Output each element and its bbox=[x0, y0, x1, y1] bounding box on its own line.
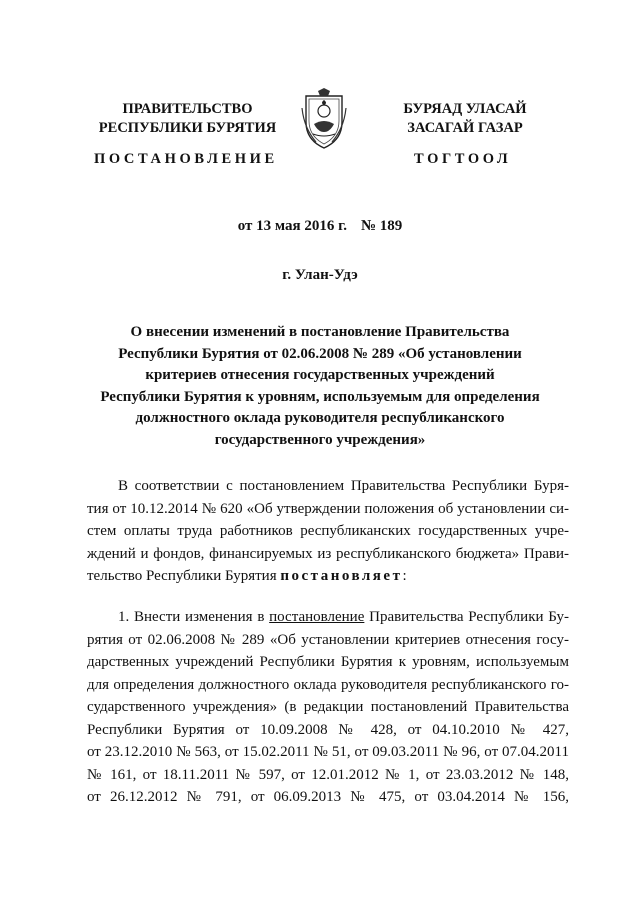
title-line: государственного учреждения» bbox=[214, 431, 426, 448]
body-text: тельство Республики Бурятия bbox=[87, 568, 281, 584]
title-line: О внесении изменений в постановление Правительства bbox=[130, 324, 510, 340]
body-line: от 26.12.2012 № 791, от 06.09.2013 № 475, от 03.04.2014 № 156, bbox=[87, 789, 569, 805]
header-right-block bbox=[380, 100, 550, 138]
header-left-block bbox=[95, 100, 280, 138]
body-text: 1. Внести изменения в bbox=[118, 609, 270, 625]
body-line: № 161, от 18.11.2011 № 597, от 12.01.2012 № 1, от 23.03.2012 № 148, bbox=[87, 766, 569, 783]
header-right-line1: БУРЯАД УЛАСАЙ bbox=[403, 101, 527, 117]
body-line: ждений и фондов, финансируемых из республиканского бюджета» Прави- bbox=[87, 545, 569, 562]
paragraph-item-1 bbox=[87, 606, 569, 809]
resolution-link[interactable]: постановление bbox=[269, 609, 365, 625]
body-line: сударственного учреждения» (в редакции постановлений Правительства bbox=[87, 699, 569, 715]
paragraph-preamble bbox=[87, 475, 569, 588]
header-right-line2: ЗАСАГАЙ ГАЗАР bbox=[407, 120, 523, 136]
document-number: № 189 bbox=[360, 218, 403, 234]
title-line: критериев отнесения государственных учреждений bbox=[145, 367, 495, 383]
title-line: Республики Бурятия к уровням, используемым для определения bbox=[100, 388, 540, 405]
title-line: Республики Бурятия от 02.06.2008 № 289 «Об установлении bbox=[118, 345, 522, 362]
body-line: для определения должностного оклада руководителя республиканского го- bbox=[87, 676, 569, 693]
header-left-line1: ПРАВИТЕЛЬСТВО bbox=[122, 101, 253, 117]
header-left-line2: РЕСПУБЛИКИ БУРЯТИЯ bbox=[98, 120, 277, 136]
document-date: от 13 мая 2016 г. bbox=[237, 218, 347, 234]
body-line bbox=[87, 606, 569, 629]
body-line bbox=[87, 565, 569, 588]
city-name: г. Улан-Удэ bbox=[282, 267, 358, 283]
body-line: стем оплаты труда работников республиканских государственных учре- bbox=[87, 523, 569, 539]
body-line: дарственных учреждений Республики Бурятия к уровням, используемым bbox=[87, 654, 569, 670]
doctype-right: ТОГТООЛ bbox=[414, 151, 512, 167]
body-line: от 23.12.2010 № 563, от 15.02.2011 № 51, от 09.03.2011 № 96, от 07.04.2011 bbox=[87, 744, 569, 760]
body-line: рятия от 02.06.2008 № 289 «Об установлении критериев отнесения госу- bbox=[87, 631, 569, 648]
body-line: тия от 10.12.2014 № 620 «Об утверждении положения об установлении си- bbox=[87, 500, 569, 517]
doctype-left: ПОСТАНОВЛЕНИЕ bbox=[94, 151, 278, 167]
body-line: Республики Бурятия от 10.09.2008 № 428, от 04.10.2010 № 427, bbox=[87, 721, 569, 738]
body-text: : bbox=[402, 568, 407, 584]
resolves-word: постановляет bbox=[280, 568, 403, 584]
coat-of-arms-emblem bbox=[300, 88, 348, 150]
body-line: В соответствии с постановлением Правительства Республики Буря- bbox=[118, 478, 569, 494]
body-text: Правительства Республики Бу- bbox=[364, 609, 569, 625]
document-title bbox=[95, 322, 545, 451]
title-line: должностного оклада руководителя республиканского bbox=[135, 410, 505, 426]
date-number-line bbox=[0, 218, 640, 235]
